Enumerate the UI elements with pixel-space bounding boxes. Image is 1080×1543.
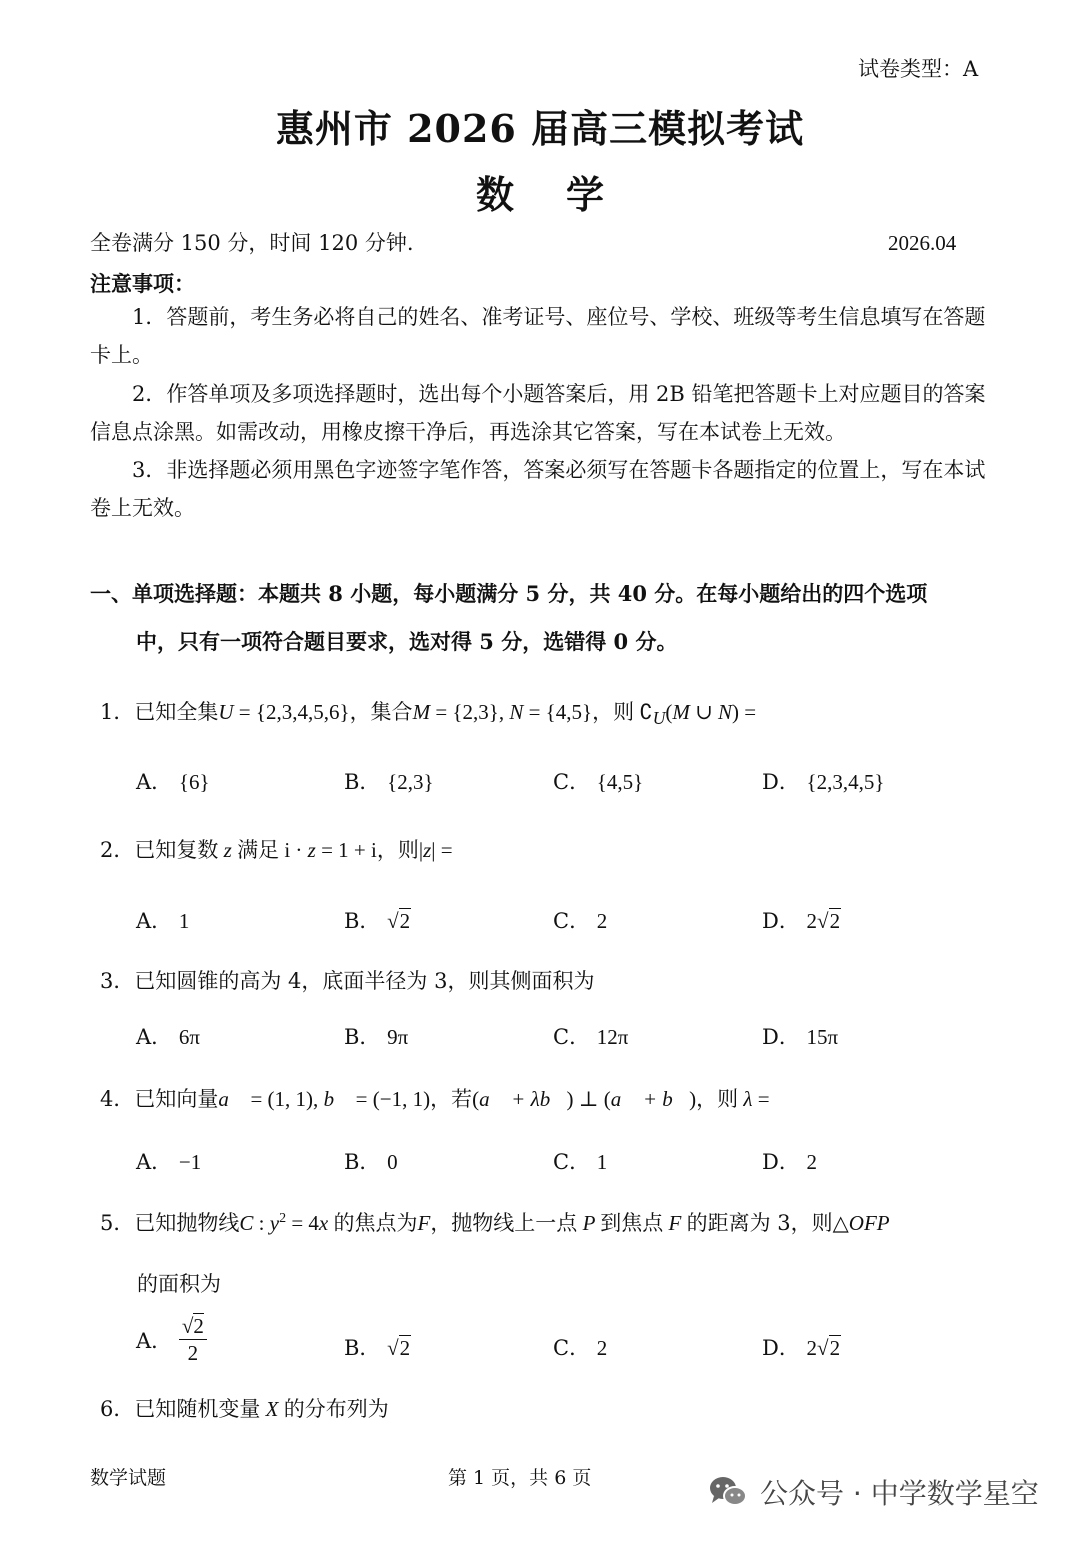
option-b [344,1021,408,1051]
option-value: {2,3,4,5} [806,770,885,794]
option-a [136,766,210,796]
option-d [762,1146,817,1176]
option-label: B． [344,909,381,933]
option-label: B． [344,1336,381,1360]
math-expr: C [239,1211,254,1235]
math-expr: U [652,708,666,729]
question-text: 已知抛物线 [134,1211,240,1235]
sqrt-expr: √2 [387,1336,411,1360]
option-label: B． [344,1025,381,1049]
option-label: C． [553,770,591,794]
option-label: D． [762,909,800,933]
option-c [553,905,607,935]
option-d [762,766,884,796]
option-label: A． [136,1150,173,1174]
math-expr: z [218,838,238,862]
notice-item: 1．答题前，考生务必将自己的姓名、准考证号、座位号、学校、班级等考生信息填写在答题卡上。 [90,305,986,367]
option-c [553,1146,607,1176]
option-d [762,905,841,935]
option-b [344,1146,398,1176]
watermark [708,1472,1039,1512]
option-value: 9π [387,1025,409,1049]
section-heading [90,570,995,666]
question-text: 已知复数 [134,838,219,862]
math-expr: ( [665,700,673,724]
math-expr: ) = [732,700,757,724]
math-expr: i · [279,838,308,862]
sqrt-expr: √2 [387,909,411,933]
math-expr: | = [431,838,453,862]
math-expr: = {4,5} [523,700,593,724]
option-value: 0 [387,1150,398,1174]
option-c [553,1332,607,1362]
question-text: ，则 [376,838,419,862]
option-b [344,905,411,935]
option-label: C． [553,909,591,933]
option-value: 2 [399,909,411,933]
math-expr: 2 [279,1211,287,1226]
question-2 [100,834,453,864]
option-value: 12π [596,1025,629,1049]
fraction-denominator: 2 [187,1341,199,1365]
watermark-text: 公众号 · 中学数学星空 [760,1477,1039,1510]
question-text: 已知全集 [134,700,219,724]
math-expr: y [269,1211,280,1235]
question-text: ，若 [430,1087,473,1111]
question-number: 5． [100,1211,135,1235]
exam-date: 2026.04 [888,231,957,255]
footer-subject: 数学试题 [90,1467,167,1489]
question-number: 1． [100,700,135,724]
option-value: 2 [806,909,818,933]
option-c [553,766,643,796]
subject-char: 数 [475,172,514,217]
option-d [762,1332,841,1362]
math-expr: = 1 + i [315,838,377,862]
exam-title: 惠州市 2026 届高三模拟考试 [275,106,805,151]
math-expr: M [672,700,690,724]
option-label: A． [136,1329,173,1353]
question-6 [100,1393,389,1423]
math-expr: ) [689,1087,697,1111]
option-label: D． [762,1336,800,1360]
math-expr: λ [738,1087,753,1111]
question-5-line2: 的面积为 [137,1272,221,1296]
question-text: ，集合 [349,700,413,724]
question-4 [100,1083,770,1113]
math-expr: | [418,838,424,862]
option-value: {6} [178,770,210,794]
math-expr: OFP [848,1211,890,1235]
option-label: D． [762,770,800,794]
option-a [136,1146,201,1176]
question-3 [100,965,594,995]
question-text: 满足 [237,838,280,862]
option-label: C． [553,1150,591,1174]
wechat-icon [708,1474,748,1510]
section-heading-line: 中，只有一项符合题目要求，选对得 5 分，选错得 0 分。 [136,629,678,654]
option-label: B． [344,770,381,794]
math-expr: b⃗ [323,1087,351,1111]
option-value: 2 [829,909,841,933]
option-value: 1 [596,1150,608,1174]
footer-page-number: 第 1 页，共 6 页 [448,1467,592,1489]
option-label: B． [344,1150,381,1174]
option-value: {4,5} [596,770,644,794]
option-value: 15π [806,1025,839,1049]
math-expr: ∁ [634,700,653,724]
option-value: 2 [596,1336,608,1360]
question-number: 6． [100,1397,135,1421]
option-label: D． [762,1025,800,1049]
option-a [136,1021,200,1051]
option-d [762,1021,838,1051]
math-expr: a⃗ [218,1087,246,1111]
option-b [344,1332,411,1362]
math-expr: N [509,700,524,724]
sqrt-expr: √2 [817,909,841,933]
question-number: 3． [100,969,135,993]
math-expr: ∪ [689,700,718,724]
math-expr: U [218,700,234,724]
option-b [344,766,434,796]
math-expr: ( [472,1087,480,1111]
option-label: D． [762,1150,800,1174]
option-a [136,905,189,935]
question-text: 到焦点 [600,1211,664,1235]
math-expr: X [260,1397,284,1421]
option-value: 2 [596,909,608,933]
subject-title [0,164,1080,219]
option-label: A． [136,770,173,794]
question-text: 已知圆锥的高为 4，底面半径为 3，则其侧面积为 [134,969,595,993]
fraction [179,1316,207,1364]
math-expr: F [417,1211,431,1235]
question-text: 已知向量 [134,1087,219,1111]
math-expr: = {2,3,4,5,6} [233,700,350,724]
math-expr: N [717,700,732,724]
option-value: {2,3} [387,770,434,794]
question-text: ，抛物线上一点 [430,1211,578,1235]
option-label: A． [136,909,173,933]
option-label: C． [553,1336,591,1360]
option-label: C． [553,1025,591,1049]
math-expr: P [577,1211,601,1235]
math-expr: F [663,1211,687,1235]
question-text: 的焦点为 [333,1211,418,1235]
math-expr: : [253,1211,270,1235]
question-text: 的分布列为 [283,1397,389,1421]
question-number: 4． [100,1087,135,1111]
math-expr: z [307,838,316,862]
question-text: ，则 [696,1087,739,1111]
math-expr: a⃗ + b⃗ [610,1087,690,1111]
math-expr: △ [832,1211,849,1235]
math-expr: x [318,1211,334,1235]
question-text: 的距离为 3，则 [686,1211,833,1235]
option-value: 2 [806,1150,818,1174]
full-score-info: 全卷满分 150 分，时间 120 分钟. [90,231,414,255]
option-value: −1 [178,1150,202,1174]
math-expr: M [412,700,431,724]
math-expr: a⃗ + λb⃗ [479,1087,567,1111]
math-expr: = 4 [286,1211,319,1235]
option-value: 6π [178,1025,200,1049]
math-expr: = [752,1087,770,1111]
math-expr: = (−1, 1) [350,1087,431,1111]
question-text: ，则 [592,700,635,724]
option-value: 1 [178,909,190,933]
fraction-numerator: √2 [179,1316,207,1340]
question-number: 2． [100,838,135,862]
notice-item: 2．作答单项及多项选择题时，选出每个小题答案后，用 2B 铅笔把答题卡上对应题目的答案信息点涂黑。如需改动，用橡皮擦干净后，再选涂其它答案，写在本试卷上无效。 [90,382,986,444]
sqrt-expr: √2 [817,1336,841,1360]
question-1 [100,696,756,729]
math-expr: z [423,838,432,862]
option-c [553,1021,628,1051]
option-a [136,1316,207,1364]
option-value: 2 [806,1336,818,1360]
math-expr: = {2,3}, [430,700,510,724]
math-expr: ) ⊥ ( [566,1087,611,1111]
notice-title: 注意事项： [90,271,195,296]
section-heading-line: 一、单项选择题：本题共 8 小题，每小题满分 5 分，共 40 分。在每小题给出的四个选项 [90,581,928,606]
question-5 [100,1207,890,1237]
subject-char: 学 [566,172,605,217]
notice-item: 3．非选择题必须用黑色字迹签字笔作答，答案必须写在答题卡各题指定的位置上，写在本试卷上无效。 [90,458,986,520]
question-text: 已知随机变量 [134,1397,261,1421]
option-label: A． [136,1025,173,1049]
exam-type: 试卷类型：A [858,57,979,81]
math-expr: = (1, 1), [245,1087,324,1111]
